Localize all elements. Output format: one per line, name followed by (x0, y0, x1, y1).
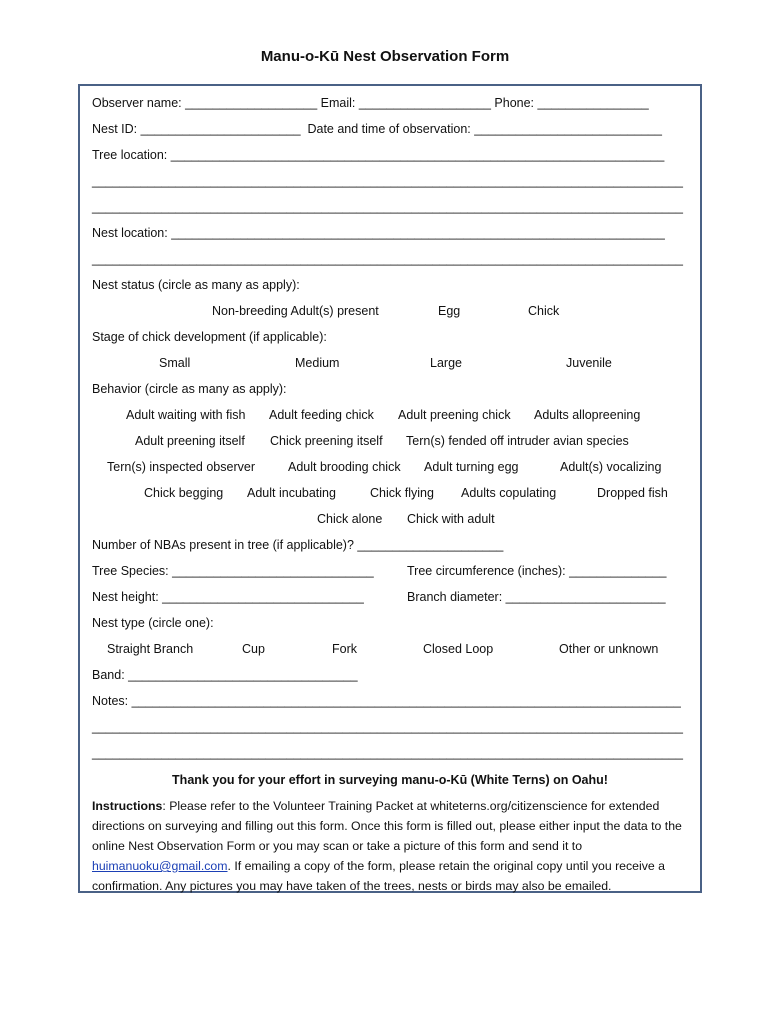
behavior-option[interactable]: Adult turning egg (424, 460, 519, 474)
nba-count-line[interactable]: Number of NBAs present in tree (if applicable)? _____________________ (92, 538, 504, 552)
behavior-option[interactable]: Adult preening chick (398, 408, 511, 422)
behavior-option[interactable]: Chick preening itself (270, 434, 383, 448)
form-box (78, 84, 702, 893)
behavior-option[interactable]: Adult preening itself (135, 434, 245, 448)
nest-type-option[interactable]: Fork (332, 642, 357, 656)
tree-circumference-line[interactable]: Tree circumference (inches): ______________ (407, 564, 667, 578)
behavior-option[interactable]: Adult feeding chick (269, 408, 374, 422)
chick-stage-option[interactable]: Medium (295, 356, 340, 370)
email-link[interactable]: huimanuoku@gmail.com (92, 859, 228, 873)
nest-type-option[interactable]: Closed Loop (423, 642, 494, 656)
chick-stage-label: Stage of chick development (if applicable): (92, 330, 327, 344)
instructions-label: Instructions (92, 799, 163, 813)
behavior-option[interactable]: Adult brooding chick (288, 460, 401, 474)
nest-status-option[interactable]: Non-breeding Adult(s) present (212, 304, 379, 318)
instructions-text: : Please refer to the Volunteer Training Packet at whiteterns.org/citizenscience for extended directions on surveying and filling out this form. Once this form is filled out, please either input the data to the online Nest Observation Form or you may scan or take a picture of this form and send it to (92, 799, 682, 853)
chick-stage-option[interactable]: Small (159, 356, 191, 370)
instructions-paragraph (92, 796, 690, 896)
notes-blank-1[interactable]: _____________________________________________________________________________________ (92, 720, 683, 734)
nest-type-label: Nest type (circle one): (92, 616, 214, 630)
observer-line[interactable]: Observer name: ___________________ Email: ___________________ Phone: ________________ (92, 96, 649, 110)
behavior-option[interactable]: Adult incubating (247, 486, 336, 500)
nest-location-blank[interactable]: _____________________________________________________________________________________ (92, 252, 683, 266)
nest-status-option[interactable]: Egg (438, 304, 461, 318)
tree-location-line[interactable]: Tree location: _______________________________________________________________________ (92, 148, 665, 162)
chick-stage-option[interactable]: Large (430, 356, 462, 370)
band-line[interactable]: Band: _________________________________ (92, 668, 358, 682)
behavior-option[interactable]: Adult waiting with fish (126, 408, 246, 422)
behavior-option[interactable]: Adult(s) vocalizing (560, 460, 662, 474)
notes-blank-2[interactable]: _____________________________________________________________________________________ (92, 746, 683, 760)
tree-location-blank-2[interactable]: _____________________________________________________________________________________ (92, 200, 683, 214)
nest-type-option[interactable]: Other or unknown (559, 642, 659, 656)
nest-id-line[interactable]: Nest ID: _______________________ Date and time of observation: ___________________________ (92, 122, 662, 136)
notes-line[interactable]: Notes: _______________________________________________________________________________ (92, 694, 681, 708)
behavior-option[interactable]: Adults allopreening (534, 408, 641, 422)
behavior-option[interactable]: Chick flying (370, 486, 434, 500)
branch-diameter-line[interactable]: Branch diameter: _______________________ (407, 590, 666, 604)
thanks-message: Thank you for your effort in surveying manu-o-Kū (White Terns) on Oahu! (172, 773, 608, 787)
form-title: Manu-o-Kū Nest Observation Form (260, 48, 510, 65)
nest-height-line[interactable]: Nest height: _____________________________ (92, 590, 364, 604)
chick-stage-option[interactable]: Juvenile (566, 356, 612, 370)
behavior-option[interactable]: Chick begging (144, 486, 224, 500)
behavior-option[interactable]: Chick alone (317, 512, 383, 526)
tree-location-blank-1[interactable]: _____________________________________________________________________________________ (92, 174, 683, 188)
behavior-option[interactable]: Tern(s) inspected observer (107, 460, 255, 474)
nest-type-option[interactable]: Straight Branch (107, 642, 194, 656)
behavior-label: Behavior (circle as many as apply): (92, 382, 287, 396)
nest-status-option[interactable]: Chick (528, 304, 560, 318)
behavior-option[interactable]: Adults copulating (461, 486, 557, 500)
behavior-option[interactable]: Chick with adult (407, 512, 495, 526)
behavior-option[interactable]: Dropped fish (597, 486, 668, 500)
nest-status-label: Nest status (circle as many as apply): (92, 278, 300, 292)
nest-location-line[interactable]: Nest location: _______________________________________________________________________ (92, 226, 665, 240)
nest-type-option[interactable]: Cup (242, 642, 265, 656)
behavior-option[interactable]: Tern(s) fended off intruder avian species (406, 434, 629, 448)
tree-species-line[interactable]: Tree Species: _____________________________ (92, 564, 374, 578)
instructions-text-end: . If emailing a copy of the form, please retain the original copy until you receive a confirmation. Any pictures you may have taken of the trees, nests or birds may also be emailed. (92, 859, 665, 893)
